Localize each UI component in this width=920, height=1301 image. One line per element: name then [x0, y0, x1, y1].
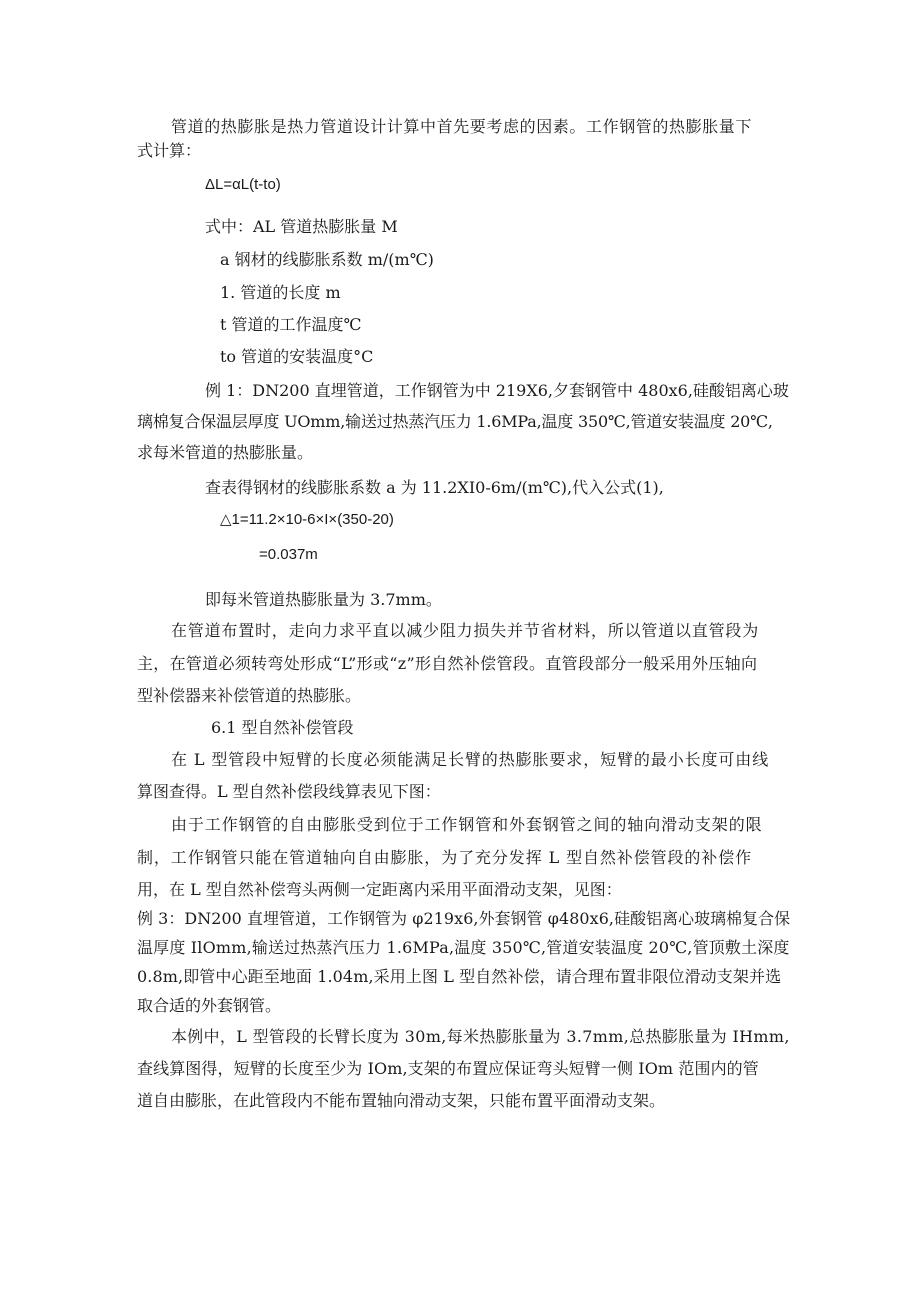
legend-line: 1. 管道的长度 m [220, 283, 341, 302]
section-heading: 6.1 型自然补偿管段 [211, 718, 354, 737]
formula-line: =0.037m [259, 546, 318, 563]
paragraph-line: 查表得钢材的线膨胀系数 a 为 11.2XI0-6m/(m℃),代入公式(1), [205, 478, 664, 497]
paragraph-line: 在 L 型管段中短臂的长度必须能满足长臂的热膨胀要求，短臂的最小长度可由线 [171, 750, 770, 769]
paragraph-line: 道自由膨胀，在此管段内不能布置轴向滑动支架，只能布置平面滑动支架。 [137, 1091, 666, 1110]
paragraph-line: 由于工作钢管的自由膨胀受到位于工作钢管和外套钢管之间的轴向滑动支架的限 [171, 815, 763, 834]
paragraph-line: 即每米管道热膨胀量为 3.7mm。 [205, 590, 442, 609]
paragraph-line: 主，在管道必须转弯处形成“L”形或“z”形自然补偿管段。直管段部分一般采用外压轴向 [137, 654, 758, 673]
paragraph-line: 式计算： [137, 141, 202, 160]
legend-line: t 管道的工作温度℃ [220, 315, 362, 334]
paragraph-line: 在管道布置时，走向力求平直以减少阻力损失并节省材料，所以管道以直管段为 [171, 621, 760, 640]
legend-line: 式中：AL 管道热膨胀量 M [205, 217, 398, 236]
legend-line: to 管道的安装温度°C [220, 347, 374, 366]
paragraph-line: 例 1：DN200 直埋管道，工作钢管为中 219X6,夕套钢管中 480x6,硅酸铝离心玻 [205, 381, 789, 400]
legend-line: a 钢材的线膨胀系数 m/(m℃) [220, 250, 434, 269]
paragraph-line: 例 3：DN200 直埋管道，工作钢管为 φ219x6,外套钢管 φ480x6,硅酸铝离心玻璃棉复合保 [137, 909, 791, 928]
paragraph-line: 0.8m,即管中心距至地面 1.04m,采用上图 L 型自然补偿，请合理布置非限位滑动支架并选 [137, 967, 782, 986]
paragraph-line: 算图查得。L 型自然补偿段线算表见下图： [137, 782, 441, 801]
paragraph-line: 型补偿器来补偿管道的热膨胀。 [137, 686, 362, 705]
paragraph-line: 温厚度 IlOmm,输送过热蒸汽压力 1.6MPa,温度 350℃,管道安装温度 20℃,管顶敷土深度 [137, 938, 790, 957]
paragraph-line: 求每米管道的热膨胀量。 [137, 443, 314, 462]
paragraph-line: 查线算图得，短臂的长度至少为 IOm,支架的布置应保证弯头短臂一侧 IOm 范围内的管 [137, 1059, 759, 1078]
paragraph-line: 取合适的外套钢管。 [137, 996, 282, 1015]
formula-line: △1=11.2×10-6×I×(350-20) [220, 511, 394, 528]
formula-line: ΔL=αL(t-to) [205, 176, 281, 193]
paragraph-line: 用，在 L 型自然补偿弯头两侧一定距离内采用平面滑动支架，见图： [137, 880, 622, 899]
paragraph-line: 本例中，L 型管段的长臂长度为 30m,每米热膨胀量为 3.7mm,总热膨胀量为 IHmm, [171, 1027, 790, 1046]
paragraph-line: 制，工作钢管只能在管道轴向自由膨胀，为了充分发挥 L 型自然补偿管段的补偿作 [137, 848, 752, 867]
paragraph-line: 管道的热膨胀是热力管道设计计算中首先要考虑的因素。工作钢管的热膨胀量下 [171, 117, 753, 136]
paragraph-line: 璃棉复合保温层厚度 UOmm,输送过热蒸汽压力 1.6MPa,温度 350℃,管道安装温度 20℃, [137, 412, 773, 431]
